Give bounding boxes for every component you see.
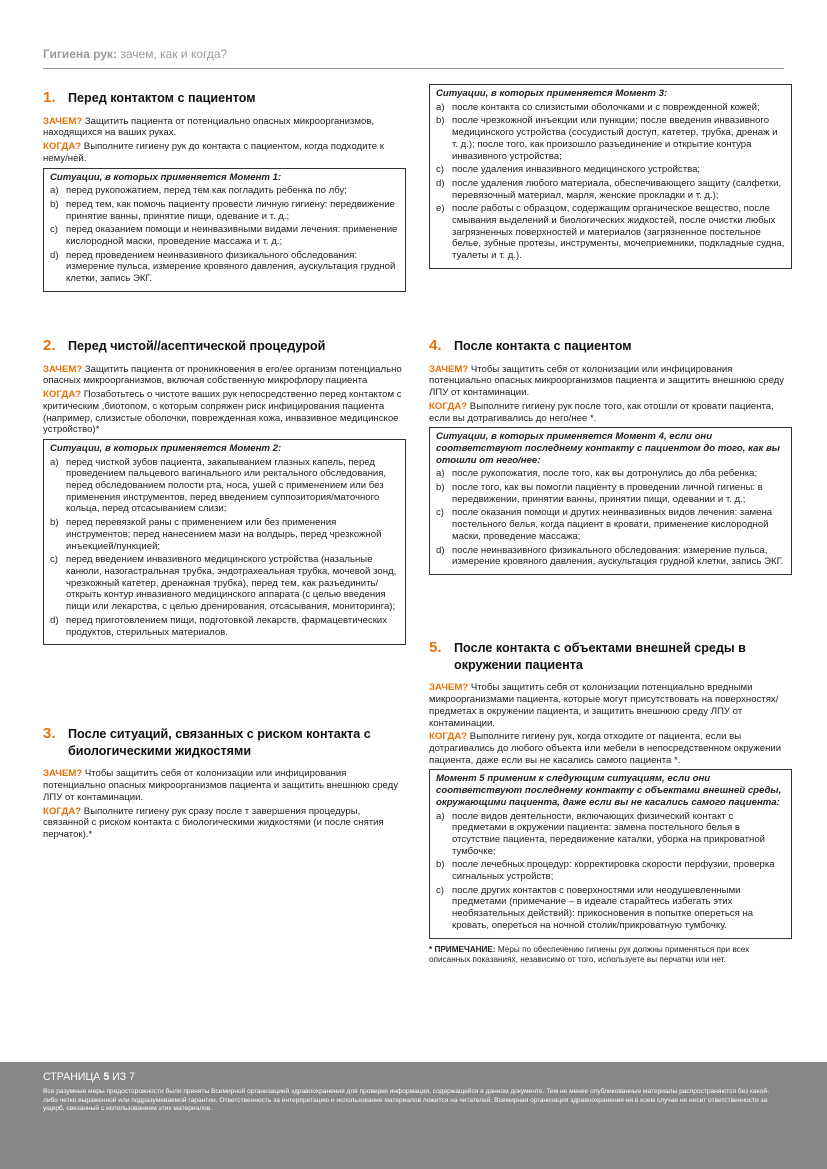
section-4-why-text: Чтобы защитить себя от колонизации или инфицирования потенциально опасных микроорганизмов пациента и защитить внешнюю среду ЛПУ от контаминации.: [429, 363, 785, 399]
section-5-situations-box: [429, 769, 792, 938]
when-label: КОГДА?: [43, 141, 82, 153]
list-item: [436, 102, 785, 114]
section-4-title: [429, 338, 792, 355]
list-item-text: перед тем, как помочь пациенту провести личную гигиену: передвижение принятие ванны, принятие пищи, одевание и т. д.;: [66, 198, 395, 222]
list-item-text: после того, как вы помогли пациенту в проведении личной гигиены: в передвижении, принятии ванны, принятии пищи, одевании и т. д.;: [452, 482, 763, 505]
section-5-number: 5.: [429, 639, 442, 656]
header-title-rest: зачем, как и когда?: [117, 47, 228, 61]
why-label: ЗАЧЕМ?: [429, 682, 469, 694]
section-1-number: 1.: [43, 89, 56, 106]
list-item: [436, 115, 785, 162]
section-5-when: [429, 731, 792, 766]
list-item: [50, 250, 399, 285]
section-3-box-wrap: [429, 84, 792, 269]
page-prefix: СТРАНИЦА: [43, 1071, 104, 1083]
list-item-text: перед приготовлением пищи, подготовкой лекарств, фармацевтических продуктов, стерильных материалов.: [66, 614, 388, 638]
section-1: [43, 90, 406, 292]
section-3-number: 3.: [43, 725, 56, 742]
list-item: [50, 517, 399, 552]
list-item-text: перед введением инвазивного медицинского устройства (назальные канюли, назогастральная трубка, эндотрахеальная трубка, мочевой зонд, чрезкожный катетер, дренажная трубка), перед тем, как разъединить/открыть контур инвазивного медицинского аппарата (с целью введения пищи или лекарства, с целью дренирования, отсасывания, мониторинга);: [66, 554, 397, 613]
list-item: [50, 199, 399, 222]
section-3-heading: После ситуаций, связанных с риском контакта с биологическими жидкостями: [68, 727, 371, 758]
section-1-when: [43, 141, 406, 164]
section-1-when-text: Выполните гигиену рук до контакта с пациентом, когда подходите к нему/ней.: [43, 141, 384, 164]
list-item-text: перед чисткой зубов пациента, закапыванием глазных капель, перед проведением пальцевого вагинального или ректального обследования, перед обследованием полости рта, носа, ушей с применением или без применения инструментов, перед введением суппозитория/маточного кольца, перед отсасыванием слизи;: [66, 456, 387, 515]
header-divider: [43, 68, 784, 69]
list-item-text: после видов деятельности, включающих физический контакт с предметами в окружении пациента: замена постельного белья в отсутствие пациента, передвижение каталки, уборка на прикроватной тумбочке;: [452, 810, 766, 857]
page-footer: [0, 1062, 827, 1169]
list-item: [50, 457, 399, 516]
section-2-when: [43, 389, 406, 436]
section-3: [43, 726, 406, 843]
section-3-situations-box: [429, 84, 792, 269]
list-item-text: перед проведением неинвазивного физикального обследования: измерение пульса, измерение кровяного давления, аускультация грудной клетки, запись ЭКГ.: [66, 249, 396, 285]
section-1-box-title: Ситуации, в которых применяется Момент 1:: [50, 171, 282, 183]
list-item: [436, 468, 785, 480]
page-number: 5: [103, 1071, 110, 1083]
section-1-title: [43, 90, 406, 107]
section-4-box-title: Ситуации, в которых применяется Момент 4, если они соответствуют последнему контакту с пациентом до того, как вы отошли от него/нее:: [436, 431, 780, 466]
list-item-text: после удаления инвазивного медицинского устройства;: [452, 164, 701, 176]
section-3-when: [43, 806, 406, 841]
list-item-marker: d): [50, 614, 59, 626]
section-5-when-text: Выполните гигиену рук, когда отходите от пациента, если вы дотрагивались до любого объекта или мебели в непосредственном окружении пациента, даже если вы не касались самого пациента *.: [429, 731, 782, 766]
section-4-when-text: Выполните гигиену рук после того, как отошли от кровати пациента, если вы дотрагивались до него/нее *.: [429, 400, 774, 424]
section-5-heading: После контакта с объектами внешней среды в окружении пациента: [454, 641, 746, 672]
section-2-box-title: Ситуации, в которых применяется Момент 2:: [50, 442, 282, 454]
list-item-marker: c): [50, 224, 58, 236]
section-4-situations-box: [429, 427, 792, 575]
when-label: КОГДА?: [429, 731, 468, 743]
list-item-text: после других контактов с поверхностями или неодушевленными предметами (примечание – в идеале старайтесь избегать этих необязательных действий): прикосновения в попытке опереться на кровать, опереться на ночной столик/прикроватную тумбочку.: [452, 884, 754, 931]
section-2-situations-box: [43, 439, 406, 645]
section-5-title: [429, 640, 792, 673]
footnote-label: * ПРИМЕЧАНИЕ:: [429, 944, 496, 954]
section-4-why: [429, 364, 792, 399]
list-item-text: после удаления любого материала, обеспечивающего защиту (салфетки, перевязочный материал, марля, женские прокладки и т. д.);: [452, 177, 782, 201]
list-item: [436, 164, 785, 176]
list-item-marker: d): [436, 177, 445, 189]
list-item: [50, 224, 399, 247]
why-label: ЗАЧЕМ?: [429, 363, 469, 375]
footer-disclaimer: Все разумные меры предосторожности были приняты Всемирной организацией здравоохранения для проверки информации, содержащейся в данном документе. Тем не менее опубликованные материалы распространяются без какой-либо четко выраженной или подразумеваемой гарантии. Ответственность за интерпретацию и использование материалов ложится на читателей. Всемирная организация здравоохранения ни в коем случае не несет ответственности за ущерб, связанный с использованием этих материалов.: [43, 1088, 770, 1113]
section-3-title: [43, 726, 406, 759]
when-label: КОГДА?: [43, 805, 82, 817]
list-item: [50, 554, 399, 613]
list-item: [50, 615, 399, 638]
section-2-why: [43, 364, 406, 387]
when-label: КОГДА?: [429, 400, 468, 412]
section-5: [429, 640, 792, 966]
section-4-when: [429, 401, 792, 424]
list-item-text: после чрезкожной инъекции или пункции; после введения инвазивного медицинского устройства (сосудистый доступ, катетер, трубка, дренаж и т. д.); после того, как произошло разъединение и открытие контура инвазивного устройства;: [452, 115, 778, 162]
why-label: ЗАЧЕМ?: [43, 768, 83, 780]
list-item-text: перед рукопожатием, перед тем как погладить ребенка по лбу;: [66, 185, 347, 197]
list-item: [50, 185, 399, 197]
list-item-marker: c): [436, 164, 444, 176]
section-2: [43, 338, 406, 645]
list-item-marker: d): [50, 249, 59, 261]
page-suffix: ИЗ 7: [109, 1071, 136, 1083]
footnote: [429, 945, 792, 966]
section-3-why-text: Чтобы защитить себя от колонизации или инфицирования потенциально опасных микроорганизмов пациента и защитить внешнюю среду ЛПУ от контаминации.: [43, 768, 399, 803]
list-item-marker: c): [50, 554, 58, 566]
list-item-text: после неинвазивного физикального обследования: измерение пульса, измерение кровяного давления, аускультация грудной клетки, запись ЭКГ.: [452, 544, 784, 568]
section-4-number: 4.: [429, 337, 442, 354]
list-item: [436, 482, 785, 505]
list-item-text: после лечебных процедур: корректировка скорости перфузии, проверка сигнальных устройств;: [452, 859, 775, 883]
section-2-title: [43, 338, 406, 355]
list-item-marker: a): [50, 185, 59, 197]
section-3-why: [43, 768, 406, 803]
list-item: [436, 811, 785, 858]
section-2-why-text: Защитить пациента от проникновения в его/ее организм потенциально опасных микроорганизмов, включая собственную микрофлору пациента: [43, 363, 402, 387]
list-item: [436, 885, 785, 932]
list-item-marker: e): [436, 203, 445, 215]
list-item: [436, 507, 785, 542]
section-5-why: [429, 682, 792, 729]
section-1-situations-box: [43, 168, 406, 292]
header-title-bold: Гигиена рук:: [43, 47, 118, 61]
why-label: ЗАЧЕМ?: [43, 115, 83, 127]
list-item-marker: a): [436, 468, 445, 480]
list-item-marker: b): [436, 482, 445, 494]
list-item-marker: a): [436, 101, 445, 113]
list-item-marker: d): [436, 544, 445, 556]
section-4-heading: После контакта с пациентом: [454, 339, 632, 353]
document-header: [43, 47, 227, 62]
why-label: ЗАЧЕМ?: [43, 363, 83, 375]
list-item: [436, 203, 785, 262]
list-item-text: перед перевязкой раны с применением или без применения инструментов; перед нанесением мази на волдырь, перед чрезкожной инъекцией/пункцией;: [66, 517, 382, 552]
section-2-when-text: Позаботьтесь о чистоте ваших рук непосредственно перед контактом с критическим ,биотопом, с которым сопряжен риск инфицирования пациента (например, слизистые оболочки, поврежденная кожа, инвазивное медицинское устройство)*: [43, 389, 402, 436]
list-item-text: после работы с образцом, содержащим органическое вещество, после смывания выделений и биологических жидкостей, после очистки любых загрязненных поверхностей и материалов (загрязненное постельное белье, зубные протезы, инструменты, мочеприемники, подкладные судна, туалеты и т. д.).: [452, 203, 785, 262]
list-item-marker: a): [50, 456, 59, 468]
list-item-marker: c): [436, 507, 444, 519]
page-indicator: [43, 1071, 135, 1084]
list-item-marker: b): [50, 517, 59, 529]
list-item-text: после рукопожатия, после того, как вы дотронулись до лба ребенка;: [452, 468, 758, 480]
section-5-why-text: Чтобы защитить себя от колонизации потенциально вредными микроорганизмами пациента, которые могут присутствовать на поверхностях/предметах в окружении пациента, и защитить внешнюю среду ЛПУ от контаминации.: [429, 682, 779, 729]
footnote-text: Меры по обеспечению гигиены рук должны применяться при всех описанных показаниях, независимо от того, используете вы перчатки или нет.: [429, 944, 750, 965]
list-item: [436, 859, 785, 882]
section-1-heading: Перед контактом с пациентом: [68, 91, 256, 105]
section-3-box-title: Ситуации, в которых применяется Момент 3:: [436, 88, 668, 99]
list-item-text: после оказания помощи и других неинвазивных видов лечения: замена постельного белья, когда пациент в кровати, применение кислородной маски, проведение массажа;: [452, 507, 773, 542]
list-item: [436, 545, 785, 568]
section-4: [429, 338, 792, 575]
list-item-marker: a): [436, 810, 445, 822]
list-item-marker: b): [50, 198, 59, 210]
section-1-why: [43, 116, 406, 139]
when-label: КОГДА?: [43, 389, 82, 401]
list-item-text: перед оказанием помощи и неинвазивными видами лечения: применение кислородной маски, проведение массажа и т. д.;: [66, 224, 398, 248]
section-2-number: 2.: [43, 337, 56, 354]
list-item-marker: b): [436, 115, 445, 127]
section-1-why-text: Защитить пациента от потенциально опасных микроорганизмов, находящихся на ваших руках.: [43, 115, 375, 139]
list-item: [436, 178, 785, 201]
section-5-box-title: Момент 5 применим к следующим ситуациям, если они соответствуют последнему контакту с объектами внешней среды, окружающими пациента, даже если вы не касались самого пациента:: [436, 773, 782, 808]
section-2-heading: Перед чистой//асептической процедурой: [68, 339, 326, 353]
section-3-when-text: Выполните гигиену рук сразу после т завершения процедуры, связанной с риском контакта с биологическими жидкостями (и после снятия перчаток).*: [43, 805, 384, 840]
list-item-marker: b): [436, 859, 445, 871]
list-item-text: после контакта со слизистыми оболочками и с поврежденной кожей;: [452, 101, 760, 113]
list-item-marker: c): [436, 884, 444, 896]
